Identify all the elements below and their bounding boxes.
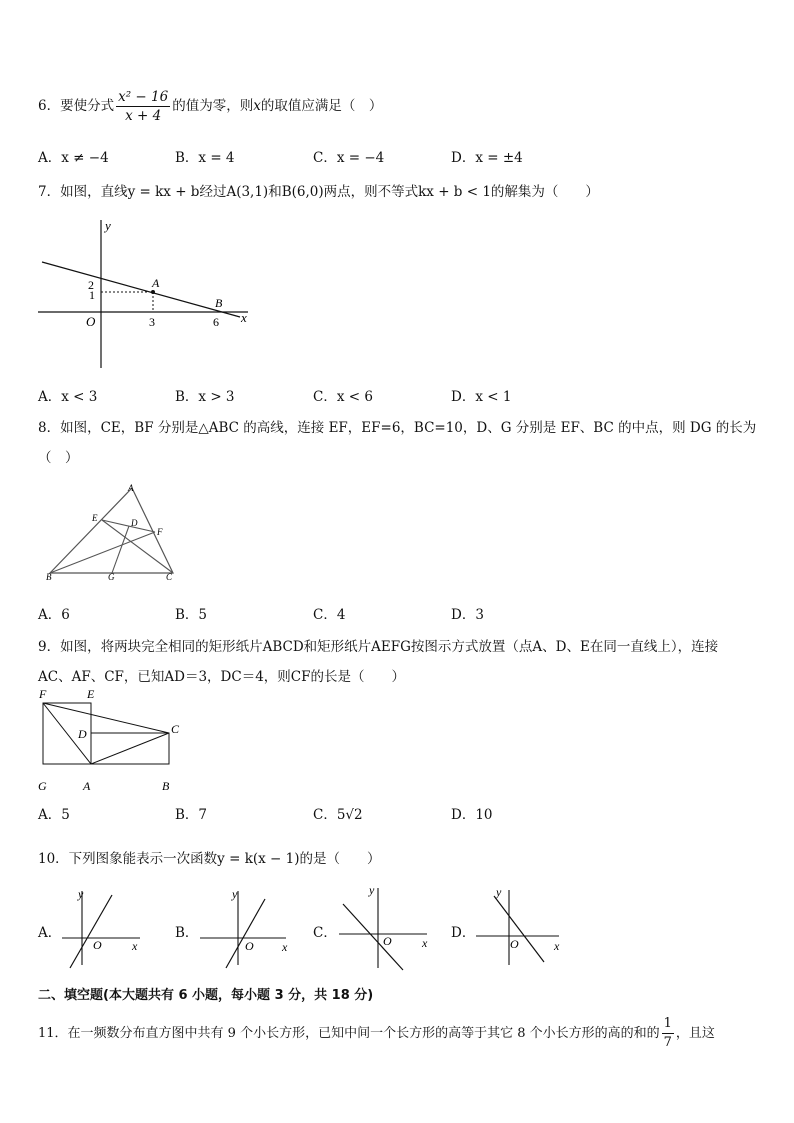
q7-option-c[interactable]: C．x < 6 <box>313 389 373 405</box>
section-2-heading: 二、填空题(本大题共有 6 小题，每小题 3 分，共 18 分) <box>38 988 374 1003</box>
q8-label-e: E <box>92 513 98 523</box>
question-9-line1: 9．如图，将两块完全相同的矩形纸片ABCD和矩形纸片AEFG按图示方式放置（点A、D、E在同一直线上），连接 <box>38 639 719 655</box>
q7-option-d[interactable]: D．x < 1 <box>451 389 512 405</box>
q10-graph-b <box>198 883 293 973</box>
q9-line-cf <box>43 703 169 733</box>
q7-label-b: B <box>215 296 223 310</box>
q10b-o-label: O <box>245 939 254 953</box>
q10-label-b[interactable]: B． <box>175 925 199 941</box>
q8-label-g: G <box>108 572 115 582</box>
q10d-y-label: y <box>496 885 502 899</box>
q8-label-b: B <box>46 572 52 582</box>
q7-option-a[interactable]: A．x < 3 <box>38 389 98 405</box>
q6-option-b[interactable]: B．x = 4 <box>175 150 235 166</box>
q9-option-d[interactable]: D．10 <box>451 807 493 823</box>
q7-label-1: 1 <box>89 288 95 302</box>
q7-label-o: O <box>86 314 96 329</box>
q8-line-dg <box>112 526 129 573</box>
q8-triangle <box>50 488 173 573</box>
q7-label-6: 6 <box>213 315 219 329</box>
q10a-y-label: y <box>78 887 84 901</box>
question-9-line2: AC、AF、CF，已知AD＝3，DC＝4，则CF的长是（ ） <box>38 669 405 685</box>
q11-frac-num: 1 <box>662 1015 674 1034</box>
q11-frac-den: 7 <box>663 1035 672 1050</box>
q11-fraction <box>662 1015 674 1052</box>
q6-option-a[interactable]: A．x ≠ −4 <box>38 150 109 166</box>
q6-var: x <box>253 98 261 114</box>
q6-option-c[interactable]: C．x = −4 <box>313 150 385 166</box>
question-8-line1: 8．如图，CE，BF 分别是△ABC 的高线，连接 EF，EF=6，BC=10，D、G 分别是 EF、BC 的中点，则 DG 的长为 <box>38 420 757 436</box>
q9-option-c[interactable]: C．5√2 <box>313 807 363 823</box>
q6-post2: 的取值应满足（ ） <box>260 98 383 114</box>
q10-graph-a <box>60 883 150 973</box>
q10d-x-label: x <box>554 939 560 953</box>
q10d-line <box>494 896 544 962</box>
q9-label-g: G <box>38 779 47 793</box>
q7-option-b[interactable]: B．x > 3 <box>175 389 235 405</box>
q9-label-f: F <box>39 687 47 701</box>
q9-label-d: D <box>78 727 87 741</box>
q9-line-ac <box>91 733 169 764</box>
q7-point-a <box>151 290 155 294</box>
q8-label-f: F <box>157 527 163 537</box>
q10c-y-label: y <box>369 883 375 897</box>
q7-label-y: y <box>105 218 111 233</box>
q10b-y-label: y <box>232 887 238 901</box>
q7-label-a: A <box>152 276 160 290</box>
q10b-line <box>226 899 265 968</box>
q8-option-d[interactable]: D．3 <box>451 607 484 623</box>
q10a-o-label: O <box>93 938 102 952</box>
q10-label-a[interactable]: A． <box>38 925 62 941</box>
q11-tail: ，且这 <box>675 1026 715 1041</box>
question-6 <box>38 88 382 125</box>
question-11 <box>38 1015 715 1052</box>
q8-label-a: A <box>128 483 134 493</box>
q7-label-x: x <box>241 310 247 325</box>
q10-graph-d <box>474 880 569 975</box>
q10c-x-label: x <box>422 936 428 950</box>
q9-label-c: C <box>171 722 180 736</box>
question-8-line2: （ ） <box>38 450 79 466</box>
q10c-o-label: O <box>383 934 392 948</box>
q7-figure <box>30 210 260 375</box>
question-10-text: 10．下列图象能表示一次函数y = k(x − 1)的是（ ） <box>38 851 381 867</box>
question-7-text: 7．如图，直线y = kx + b经过A(3,1)和B(6,0)两点，则不等式kx + b < 1的解集为（ ） <box>38 184 599 200</box>
q10a-x-label: x <box>132 939 138 953</box>
q7-label-2: 2 <box>88 278 94 292</box>
q8-option-b[interactable]: B．5 <box>175 607 208 623</box>
q9-label-b: B <box>162 779 170 793</box>
q8-line-bf <box>50 532 155 573</box>
q10d-o-label: O <box>510 937 519 951</box>
q6-fraction <box>116 88 170 125</box>
q6-pre: 要使分式 <box>60 98 115 114</box>
q9-option-a[interactable]: A．5 <box>38 807 70 823</box>
q7-line <box>42 262 240 317</box>
q6-post: 的值为零，则 <box>172 98 254 114</box>
q10-label-d[interactable]: D． <box>451 925 476 941</box>
q7-label-3: 3 <box>149 315 155 329</box>
q8-figure <box>40 480 190 585</box>
q10a-line <box>70 895 112 968</box>
q9-label-e: E <box>87 687 95 701</box>
q8-label-d: D <box>131 518 138 528</box>
q11-text: 11．在一频数分布直方图中共有 9 个小长方形，已知中间一个长方形的高等于其它 8 个小长方形的高的和的 <box>38 1026 660 1041</box>
q9-figure <box>34 686 194 796</box>
q10-graph-c <box>335 880 435 975</box>
q8-option-c[interactable]: C．4 <box>313 607 346 623</box>
q9-option-b[interactable]: B．7 <box>175 807 208 823</box>
q10c-line <box>343 904 403 970</box>
q10b-x-label: x <box>282 940 288 954</box>
q6-frac-den: x + 4 <box>125 108 162 124</box>
q10-label-c[interactable]: C． <box>313 925 337 941</box>
q6-frac-num: x² − 16 <box>118 89 169 105</box>
q8-option-a[interactable]: A．6 <box>38 607 70 623</box>
q8-label-c: C <box>166 572 173 582</box>
q6-option-d[interactable]: D．x = ±4 <box>451 150 523 166</box>
q6-number: 6． <box>38 98 61 114</box>
q9-label-a: A <box>83 779 91 793</box>
